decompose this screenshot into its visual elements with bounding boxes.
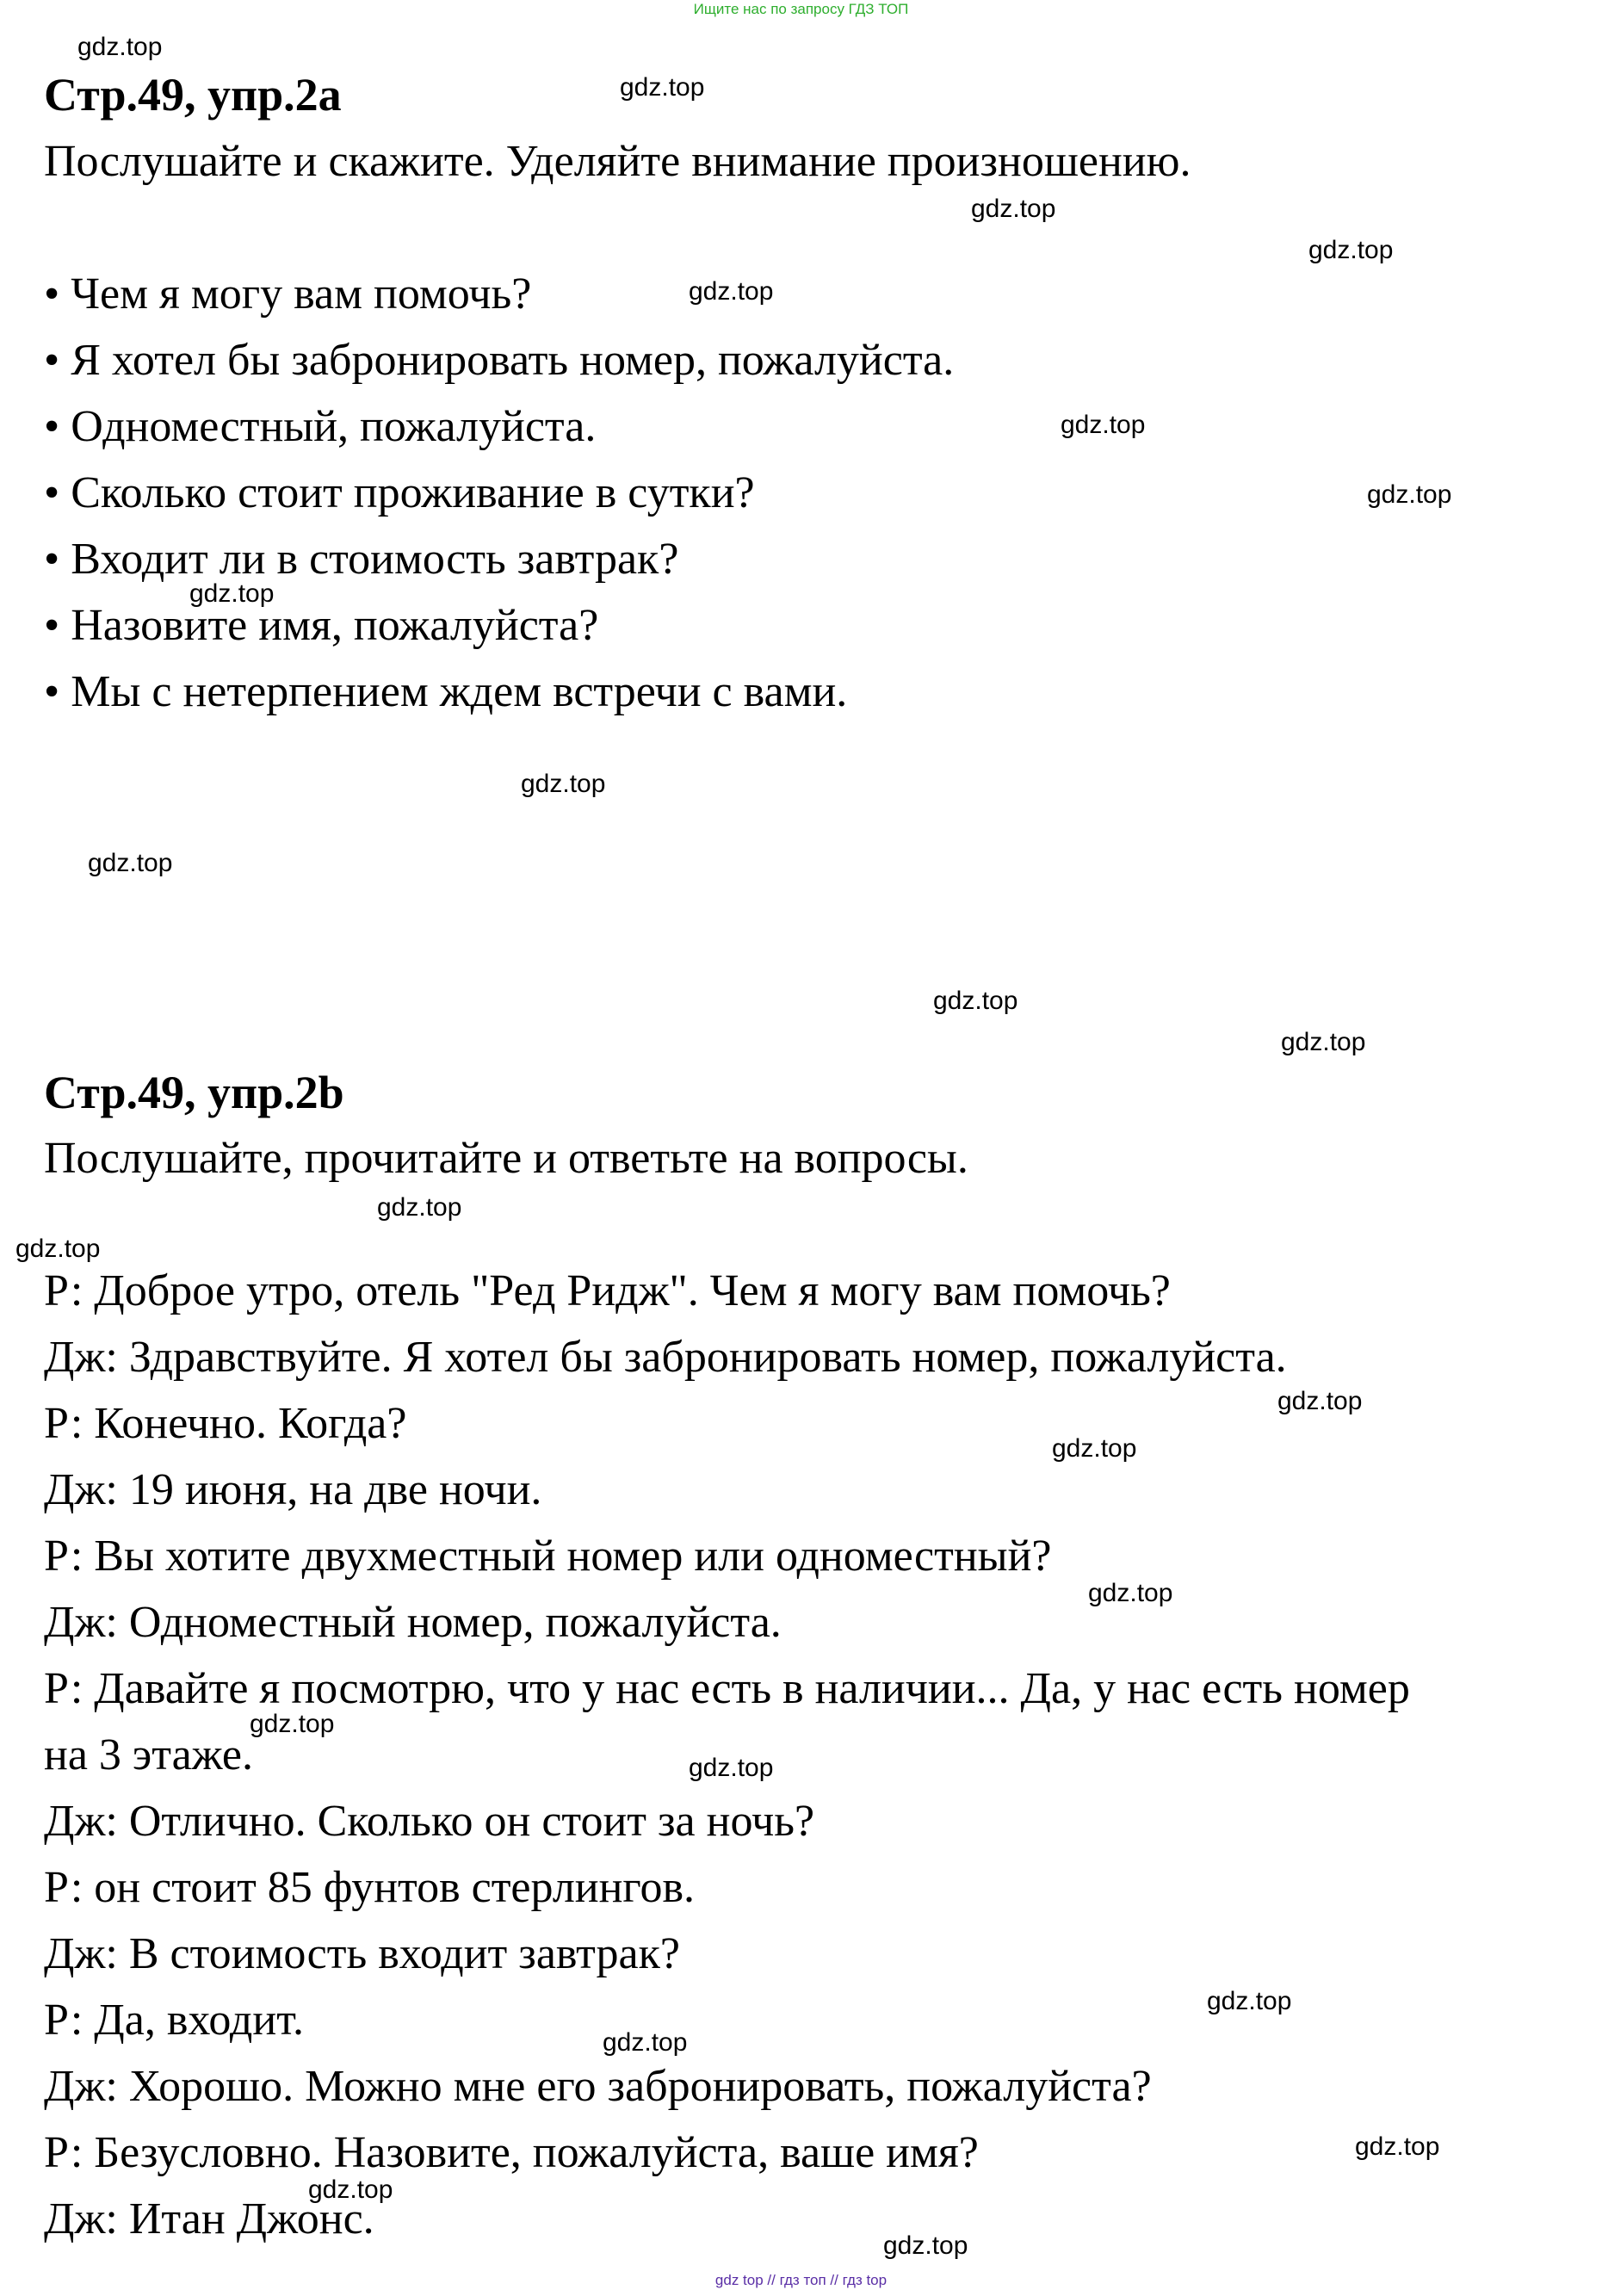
section-a-bullet: • Чем я могу вам помочь? xyxy=(44,269,532,319)
dialogue-line: Дж: Хорошо. Можно мне его забронировать, пожалуйста? xyxy=(44,2062,1152,2111)
dialogue-line: Р: Безусловно. Назовите, пожалуйста, ваше имя? xyxy=(44,2128,979,2177)
watermark: gdz.top xyxy=(1052,1434,1137,1463)
watermark: gdz.top xyxy=(77,33,163,61)
watermark: gdz.top xyxy=(250,1710,335,1738)
watermark: gdz.top xyxy=(377,1193,462,1222)
dialogue-line: Дж: Здравствуйте. Я хотел бы забронировать номер, пожалуйста. xyxy=(44,1333,1287,1382)
section-a-bullet: • Назовите имя, пожалуйста? xyxy=(44,601,599,650)
dialogue-line: Р: Доброе утро, отель "Ред Ридж". Чем я могу вам помочь? xyxy=(44,1266,1171,1315)
watermark: gdz.top xyxy=(689,1754,774,1782)
section-a-bullet: • Сколько стоит проживание в сутки? xyxy=(44,468,755,517)
watermark: gdz.top xyxy=(308,2175,393,2204)
section-b-heading: Стр.49, упр.2b xyxy=(44,1067,344,1118)
dialogue-line: Дж: Итан Джонс. xyxy=(44,2194,374,2243)
watermark: gdz.top xyxy=(1088,1579,1173,1607)
watermark: gdz.top xyxy=(1367,480,1452,509)
dialogue-line: Р: он стоит 85 фунтов стерлингов. xyxy=(44,1863,696,1912)
top-banner: Ищите нас по запросу ГДЗ ТОП xyxy=(693,1,909,17)
dialogue-line: Р: Да, входит. xyxy=(44,1996,305,2045)
dialogue-line: Дж: Одноместный номер, пожалуйста. xyxy=(44,1598,782,1647)
watermark: gdz.top xyxy=(1281,1028,1366,1056)
watermark: gdz.top xyxy=(1277,1387,1363,1415)
section-a-heading: Стр.49, упр.2а xyxy=(44,69,342,121)
watermark: gdz.top xyxy=(1355,2132,1440,2161)
watermark: gdz.top xyxy=(689,277,774,306)
watermark: gdz.top xyxy=(1061,411,1146,439)
watermark: gdz.top xyxy=(883,2231,968,2260)
watermark: gdz.top xyxy=(88,849,173,877)
section-a-bullet: • Мы с нетерпением ждем встречи с вами. xyxy=(44,667,848,716)
section-a-bullet: • Одноместный, пожалуйста. xyxy=(44,402,597,451)
watermark: gdz.top xyxy=(15,1235,101,1263)
watermark: gdz.top xyxy=(933,987,1018,1015)
section-a-bullet: • Я хотел бы забронировать номер, пожалуйста. xyxy=(44,336,955,385)
section-a-bullet: • Входит ли в стоимость завтрак? xyxy=(44,535,679,584)
watermark: gdz.top xyxy=(971,195,1056,223)
watermark: gdz.top xyxy=(603,2028,688,2057)
footer-links: gdz top // гдз топ // гдз top xyxy=(714,2272,888,2288)
dialogue-line: Дж: 19 июня, на две ночи. xyxy=(44,1465,542,1514)
watermark: gdz.top xyxy=(1308,236,1394,264)
dialogue-line: на 3 этаже. xyxy=(44,1730,253,1779)
dialogue-line: Р: Давайте я посмотрю, что у нас есть в наличии... Да, у нас есть номер xyxy=(44,1664,1410,1713)
dialogue-line: Р: Вы хотите двухместный номер или одноместный? xyxy=(44,1532,1052,1581)
dialogue-line: Дж: В стоимость входит завтрак? xyxy=(44,1929,680,1978)
watermark: gdz.top xyxy=(1207,1987,1292,2015)
watermark: gdz.top xyxy=(620,73,705,102)
section-b-instruction: Послушайте, прочитайте и ответьте на вопросы. xyxy=(44,1134,968,1183)
dialogue-line: Дж: Отлично. Сколько он стоит за ночь? xyxy=(44,1797,815,1846)
dialogue-line: Р: Конечно. Когда? xyxy=(44,1399,407,1448)
watermark: gdz.top xyxy=(189,579,275,608)
section-a-instruction: Послушайте и скажите. Уделяйте внимание произношению. xyxy=(44,137,1191,186)
watermark: gdz.top xyxy=(521,770,606,798)
